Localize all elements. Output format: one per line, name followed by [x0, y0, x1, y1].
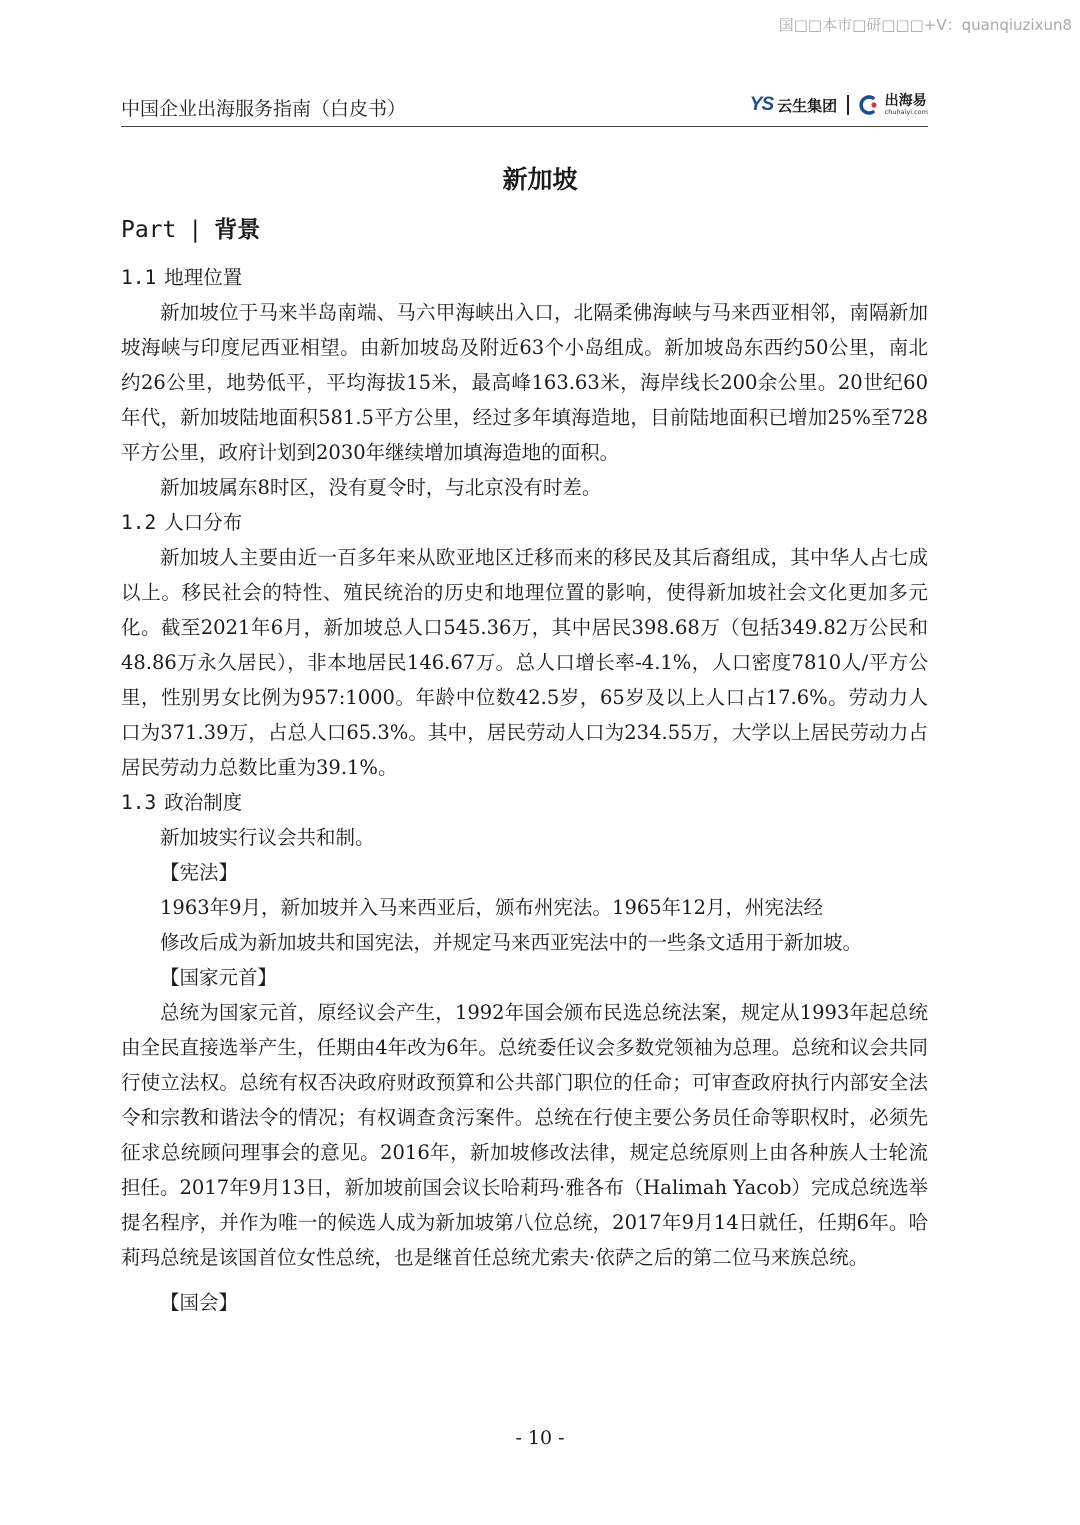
subheading-head-of-state: 【国家元首】: [160, 966, 278, 989]
section-title: 人口分布: [164, 511, 243, 534]
chuhaiyi-logo-name: 出海易: [884, 93, 927, 110]
page-header: [121, 92, 928, 127]
page-number: - 10 -: [515, 1427, 565, 1449]
section-heading-population: [121, 505, 928, 540]
page-title: 新加坡: [502, 165, 578, 194]
part-separator: |: [188, 217, 203, 243]
section-title: 地理位置: [164, 266, 243, 289]
paragraph: 总统为国家元首，原经议会产生，1992年国会颁布民选总统法案，规定从1993年起总统由全民直接选举产生，任期由4年改为6年。总统委任议会多数党领袖为总理。总统和议会共同行使立法权。总统有权否决政府财政预算和公共部门职位的任命；可审查政府执行内部安全法令和宗教和谐法令的情况；有权调查贪污案件。总统在行使主要公务员任命等职权时，必须先征求总统顾问理事会的意见。2016年，新加坡修改法律，规定总统原则上由各种族人士轮流担任。2017年9月13日，新加坡前国会议长哈莉玛·雅各布（Halimah Yacob）完成总统选举提名程序，并作为唯一的候选人成为新加坡第八位总统，2017年9月14日就任，任期6年。哈莉玛总统是该国首位女性总统，也是继首任总统尤索夫·依萨之后的第二位马来族总统。: [121, 1001, 928, 1269]
part-label: Part: [121, 217, 177, 243]
paragraph: 新加坡实行议会共和制。: [160, 826, 375, 849]
header-title: 中国企业出海服务指南（白皮书）: [121, 98, 407, 120]
ys-logo-name: 云生集团: [777, 96, 838, 115]
section-number: 1.1: [121, 266, 157, 289]
document-body: [121, 260, 928, 1320]
subheading-parliament: 【国会】: [160, 1291, 239, 1314]
chuhaiyi-logo-icon: [859, 94, 883, 116]
logo-divider: [847, 95, 849, 115]
part-title: 背景: [214, 217, 261, 243]
paragraph: 新加坡属东8时区，没有夏令时，与北京没有时差。: [160, 476, 602, 499]
section-title: 政治制度: [164, 791, 243, 814]
header-logos: [750, 94, 928, 116]
watermark-text: 国□□本市□研□□□+V：quanqiuzixun8: [778, 16, 1072, 34]
part-heading: [121, 211, 260, 244]
subheading-constitution: 【宪法】: [160, 861, 239, 884]
section-number: 1.2: [121, 511, 157, 534]
chuhaiyi-logo: [859, 94, 928, 116]
paragraph: 新加坡位于马来半岛南端、马六甲海峡出入口，北隔柔佛海峡与马来西亚相邻，南隔新加坡海峡与印度尼西亚相望。由新加坡岛及附近63个小岛组成。新加坡岛东西约50公里，南北约26公里，地势低平，平均海拔15米，最高峰163.63米，海岸线长200余公里。20世纪60年代，新加坡陆地面积581.5平方公里，经过多年填海造地，目前陆地面积已增加25%至728平方公里，政府计划到2030年继续增加填海造地的面积。: [121, 301, 928, 464]
section-heading-politics: [121, 785, 928, 820]
paragraph: 1963年9月，新加坡并入马来西亚后，颁布州宪法。1965年12月，州宪法经: [160, 896, 823, 919]
paragraph: 新加坡人主要由近一百多年来从欧亚地区迁移而来的移民及其后裔组成，其中华人占七成以上。移民社会的特性、殖民统治的历史和地理位置的影响，使得新加坡社会文化更加多元化。截至2021年6月，新加坡总人口545.36万，其中居民398.68万（包括349.82万公民和48.86万永久居民），非本地居民146.67万。总人口增长率-4.1%，人口密度7810人/平方公里，性别男女比例为957:1000。年龄中位数42.5岁，65岁及以上人口占17.6%。劳动力人口为371.39万，占总人口65.3%。其中，居民劳动人口为234.55万，大学以上居民劳动力占居民劳动力总数比重为39.1%。: [121, 546, 928, 779]
ys-logo-mark: YS: [749, 94, 774, 115]
section-heading-geography: [121, 260, 928, 295]
paragraph: 修改后成为新加坡共和国宪法，并规定马来西亚宪法中的一些条文适用于新加坡。: [160, 931, 863, 954]
chuhaiyi-logo-url: chuhaiyi.com: [884, 108, 928, 117]
section-number: 1.3: [121, 791, 157, 814]
